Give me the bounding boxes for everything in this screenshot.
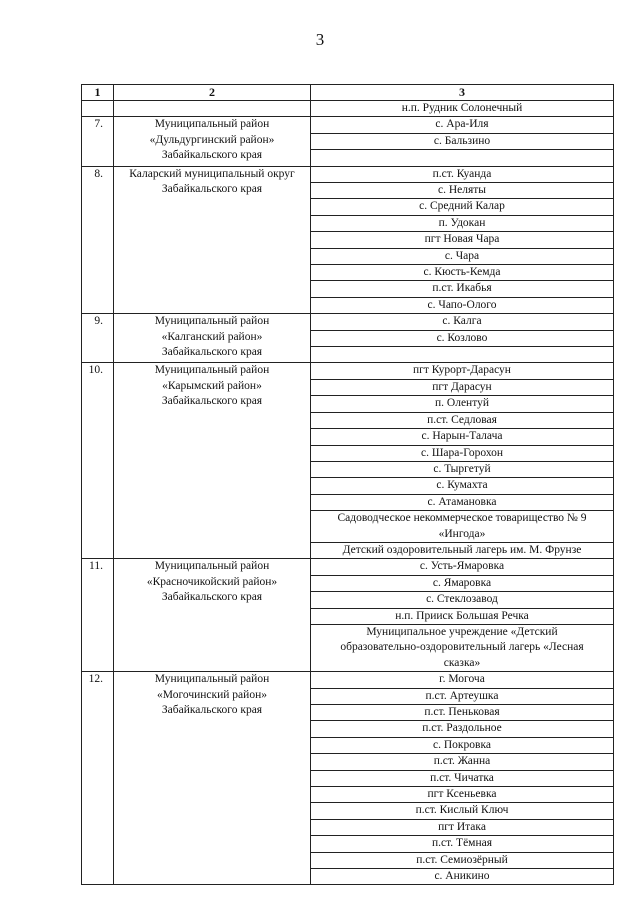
settlement-item — [311, 281, 613, 297]
page-number: 3 — [315, 30, 325, 49]
table-row — [82, 117, 614, 166]
district-name — [114, 672, 311, 885]
settlement-line: с. Стеклозавод — [426, 593, 498, 606]
settlement-item — [311, 265, 613, 281]
settlement-item — [311, 609, 613, 625]
district-line: Муниципальный район — [154, 673, 270, 686]
settlement-item — [311, 134, 613, 150]
header-row — [82, 85, 614, 101]
settlement-line: с. Тыргетуй — [433, 462, 491, 475]
settlement-item — [311, 232, 613, 248]
district-line: Забайкальского края — [161, 395, 263, 408]
settlement-item — [311, 576, 613, 592]
district-line: Забайкальского края — [161, 183, 263, 196]
table-body — [82, 101, 614, 885]
table-row — [82, 314, 614, 363]
settlements-cell — [311, 314, 614, 363]
settlement-line: «Ингода» — [438, 527, 486, 540]
settlement-line: образовательно-оздоровительный лагерь «Лесная — [340, 641, 584, 654]
header-col-3: 3 — [311, 85, 614, 101]
settlement-line: с. Козлово — [436, 331, 488, 344]
row-number: 12. — [82, 672, 114, 885]
settlement-item — [311, 429, 613, 445]
settlement-line: п.ст. Семиозёрный — [416, 853, 508, 866]
district-cell — [114, 101, 311, 117]
settlement-item — [311, 771, 613, 787]
empty-line — [311, 347, 613, 362]
table-row — [82, 101, 614, 117]
settlement-line: пгт Дарасун — [432, 380, 492, 393]
row-number: 8. — [82, 166, 114, 314]
settlements-cell — [311, 363, 614, 559]
row-number: 7. — [82, 117, 114, 166]
settlement-line: пгт Ксеньевка — [427, 788, 497, 801]
settlement-line: с. Кумахта — [436, 479, 488, 492]
row-number: 9. — [82, 314, 114, 363]
row-number: 11. — [82, 559, 114, 672]
settlement-line: Садоводческое некоммерческое товарищество № 9 — [337, 512, 587, 525]
settlement-item — [311, 705, 613, 721]
district-line: Забайкальского края — [161, 591, 263, 604]
settlement-item — [311, 216, 613, 232]
row-number: 10. — [82, 363, 114, 559]
settlement-line: с. Средний Калар — [419, 200, 505, 213]
settlement-line: н.п. Прииск Большая Речка — [395, 609, 529, 622]
settlement-line: сказка» — [443, 656, 481, 669]
settlement-item — [311, 836, 613, 852]
district-name — [114, 117, 311, 166]
district-line: Забайкальского края — [161, 704, 263, 716]
settlement-line: пгт Итака — [438, 820, 486, 833]
settlements-cell — [311, 166, 614, 314]
district-line: Муниципальный район — [154, 315, 270, 328]
settlement-item — [311, 396, 613, 412]
empty-line — [311, 150, 613, 165]
settlement-item — [311, 249, 613, 265]
settlement-line: с. Усть-Ямаровка — [419, 560, 505, 573]
district-line: Забайкальского края — [161, 149, 263, 162]
district-line: «Красночикойский район» — [146, 575, 278, 588]
settlement-item — [311, 853, 613, 869]
settlement-line: п.ст. Артеушка — [425, 689, 499, 702]
settlement-item — [311, 672, 613, 688]
settlement-item — [311, 559, 613, 575]
settlement-line: с. Чапо-Олого — [427, 298, 497, 311]
settlement-item — [311, 314, 613, 330]
district-name — [114, 559, 311, 672]
settlement-line: п.ст. Куанда — [432, 167, 492, 180]
settlement-line: Детский оздоровительный лагерь им. М. Фрунзе — [342, 543, 582, 556]
settlement-item — [311, 380, 613, 396]
settlement-line: п.ст. Седловая — [427, 413, 497, 426]
district-line: «Дульдургинский район» — [149, 133, 275, 146]
table-row — [82, 672, 614, 885]
district-line: Забайкальского края — [161, 346, 263, 359]
settlement-line: с. Ара-Иля — [435, 118, 489, 131]
settlement-line: с. Бальзино — [433, 134, 491, 147]
settlement-item — [311, 625, 613, 671]
settlement-line: с. Нарын-Талача — [421, 430, 503, 443]
settlement-line: с. Покровка — [433, 738, 491, 751]
settlement-item — [311, 543, 613, 558]
settlement-item — [311, 117, 613, 133]
settlements-cell — [311, 672, 614, 885]
settlement-line: п.ст. Раздольное — [422, 722, 502, 735]
settlement-item — [311, 738, 613, 754]
settlements-cell — [311, 117, 614, 166]
settlement-line: пгт Курорт-Дарасун — [413, 364, 511, 377]
settlement-line: с. Кюсть-Кемда — [423, 266, 501, 279]
settlement-line: п.ст. Тёмная — [432, 837, 492, 850]
settlement-item — [311, 869, 613, 884]
settlement-item — [311, 413, 613, 429]
settlement-item — [311, 820, 613, 836]
settlement-item — [311, 446, 613, 462]
settlements-table — [81, 84, 614, 885]
settlement-line: п.ст. Чичатка — [430, 771, 494, 784]
table-row — [82, 363, 614, 559]
settlement-line: с. Шара-Горохон — [420, 446, 504, 459]
settlement-line: пгт Новая Чара — [424, 233, 500, 246]
settlement-line: с. Калга — [442, 315, 482, 328]
settlement-item — [311, 462, 613, 478]
settlement-line: с. Атамановка — [427, 495, 497, 508]
settlement-item — [311, 754, 613, 770]
district-line: «Калганский район» — [161, 330, 263, 343]
settlements-cell — [311, 101, 614, 117]
settlement-item — [311, 183, 613, 199]
settlement-item — [311, 298, 613, 313]
settlement-item — [311, 199, 613, 215]
settlement-line: п. Удокан — [438, 216, 486, 229]
settlement-line: с. Аникино — [434, 870, 490, 883]
settlement-item — [311, 495, 613, 511]
settlement-line: с. Неляты — [437, 184, 487, 197]
district-line: «Могочинский район» — [157, 688, 267, 701]
table-row — [82, 166, 614, 314]
settlement-item — [311, 721, 613, 737]
settlement-line: с. Ямаровка — [432, 576, 492, 589]
settlement-item — [311, 363, 613, 379]
settlement-item — [311, 803, 613, 819]
settlement-line: с. Чара — [444, 249, 480, 262]
settlements-cell — [311, 559, 614, 672]
table-row — [82, 559, 614, 672]
district-line: «Карымский район» — [162, 379, 262, 392]
district-line: Муниципальный район — [154, 364, 270, 377]
settlement-item: н.п. Рудник Солонечный — [401, 102, 523, 114]
row-number-cell — [82, 101, 114, 117]
district-name — [114, 166, 311, 314]
header-col-1: 1 — [82, 85, 114, 101]
district-name — [114, 314, 311, 363]
settlement-line: Муниципальное учреждение «Детский — [366, 625, 558, 638]
district-line: Каларский муниципальный округ — [129, 167, 295, 180]
district-line: Муниципальный район — [154, 560, 270, 573]
settlement-item — [311, 689, 613, 705]
settlement-item — [311, 478, 613, 494]
settlement-item — [311, 592, 613, 608]
settlement-line: п.ст. Пеньковая — [424, 706, 500, 718]
settlement-item — [311, 331, 613, 347]
settlement-line: п.ст. Икабья — [432, 282, 492, 295]
settlement-line: п.ст. Кислый Ключ — [415, 804, 509, 817]
settlement-item — [311, 511, 613, 543]
settlement-line: п. Олентуй — [435, 397, 489, 410]
settlement-item — [311, 167, 613, 183]
header-col-2: 2 — [114, 85, 311, 101]
settlement-line: г. Могоча — [439, 673, 485, 686]
district-line: Муниципальный район — [154, 118, 270, 131]
settlement-item — [311, 787, 613, 803]
district-name — [114, 363, 311, 559]
settlement-line: п.ст. Жанна — [433, 755, 491, 768]
